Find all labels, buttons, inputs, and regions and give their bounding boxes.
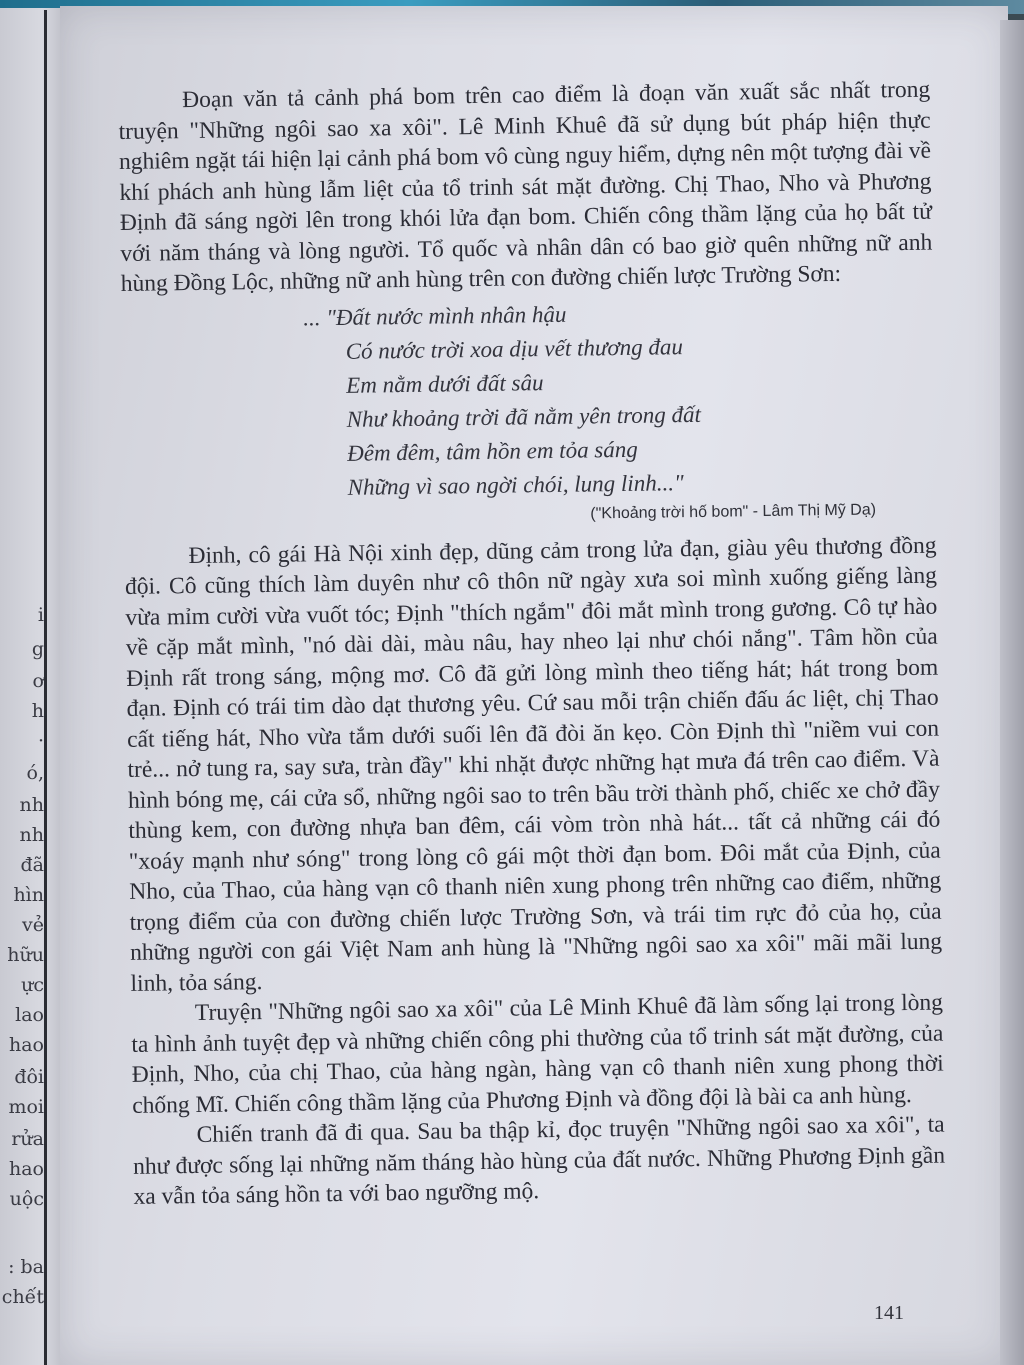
poem-line: Đêm đêm, tâm hồn em tỏa sáng: [346, 436, 638, 466]
poem-line: Như khoảng trời đã nằm yên trong đất: [346, 401, 702, 432]
left-fragment: hữu: [7, 944, 44, 966]
left-fragment: đôi: [14, 1066, 44, 1088]
left-fragment: : ba: [8, 1256, 44, 1278]
left-fragment: ực: [21, 974, 44, 996]
poem-line: Những vì sao ngời chói, lung linh...": [347, 469, 684, 500]
left-fragment: ó,: [26, 762, 44, 784]
left-fragment: hao: [8, 1158, 44, 1180]
left-fragment: uộc: [9, 1188, 44, 1210]
left-fragment: đã: [20, 854, 44, 876]
left-fragment: vẻ: [22, 914, 44, 936]
poem-quote: [121, 292, 936, 507]
left-fragment: ơ: [32, 670, 44, 692]
left-fragment: hìn: [13, 884, 44, 906]
poem-credit: ("Khoảng trời hố bom" - Lâm Thị Mỹ Dạ): [590, 500, 877, 522]
left-fragment: g: [31, 638, 44, 660]
left-fragment: nh: [19, 824, 44, 846]
left-fragment: i: [37, 604, 44, 626]
book-spine-line: [44, 10, 47, 1365]
left-fragment: chết: [1, 1286, 44, 1308]
paragraph: Định, cô gái Hà Nội xinh đẹp, dũng cảm trong lửa đạn, giàu yêu thương đồng đội. Cô cũng thích làm duyên như cô thôn nữ ngày xưa soi mình xuống giếng làng vừa mỉm cười vừa vuốt tóc; Định "thích ngắm" đôi mắt mình trong gương. Cô tự hào về cặp mắt mình, "nó dài dài, màu nâu, hay nheo lại như chói nắng". Tâm hồn của Định rất trong sáng, mộng mơ. Cô đã gửi lòng mình theo tiếng hát; hát trong bom đạn. Định có trái tim dào dạt thương yêu. Cứ sau mỗi trận chiến đấu ác liệt, chị Thao cất tiếng hát, Nho vừa tắm dưới suối lên đã đòi ăn kẹo. Còn Định thì "niềm vui con trẻ... nở tung ra, say sưa, tràn đầy" khi nhặt được những hạt mưa đá trên cao điểm. Và hình bóng mẹ, cái cửa sổ, những ngôi sao to trên bầu trời thành phố, chiếc xe chở đầy thùng kem, con đường nhựa ban đêm, cái vòm tròn nhà hát... tất cả những cái đó "xoáy mạnh như sóng" trong lòng cô gái một thời đạn bom. Đôi mắt của Định, của Nho, của Thao, của hàng vạn cô thanh niên xung phong trên những cao điểm, những trọng điểm của con đường chiến lược Trường Sơn, và trái tim rực đỏ của họ, của những người con gái Việt Nam anh hùng là "Những ngôi sao xa xôi" mãi mãi lung linh, tỏa sáng.: [124, 532, 943, 997]
left-fragment: hao: [8, 1034, 44, 1056]
left-fragment: nh: [19, 794, 44, 816]
paragraph: Chiến tranh đã đi qua. Sau ba thập kỉ, đọc truyện "Những ngôi sao xa xôi", ta như được sống lại những năm tháng hào hùng của đất nước. Những Phương Định gần xa vẫn tỏa sáng hồn ta với bao ngưỡng mộ.: [132, 1111, 946, 1210]
paragraph: Đoạn văn tả cảnh phá bom trên cao điểm là đoạn văn xuất sắc nhất trong truyện "Những ngôi sao xa xôi". Lê Minh Khuê đã sử dụng bút pháp hiện thực nghiêm ngặt tái hiện lại cảnh phá bom vô cùng nguy hiểm, dựng nên một tượng đài về khí phách anh hùng lẫm liệt của tổ trinh sát mặt đường. Chị Thao, Nho và Phương Định đã sáng ngời lên trong khói lửa đạn bom. Chiến công thầm lặng của họ bất tử với năm tháng và lòng người. Tổ quốc và nhân dân có bao giờ quên những nữ anh hùng Đồng Lộc, những nữ anh hùng trên con đường chiến lược Trường Sơn:: [118, 76, 933, 297]
left-fragment: ·: [37, 730, 44, 752]
poem-line: Có nước trời xoa dịu vết thương đau: [345, 333, 684, 364]
page-edge: [1000, 20, 1024, 1365]
page-number: 141: [874, 1302, 904, 1324]
left-fragment: moi: [8, 1096, 44, 1118]
left-fragment: rửa: [11, 1128, 44, 1150]
left-fragment: h: [31, 700, 44, 722]
page-body: [118, 75, 946, 1213]
poem-line: ... "Đất nước mình nhân hậu: [303, 301, 567, 330]
poem-line: Em nằm dưới đất sâu: [346, 369, 544, 398]
left-fragment: lao: [15, 1004, 44, 1026]
paragraph: Truyện "Những ngôi sao xa xôi" của Lê Minh Khuê đã làm sống lại trong lòng ta hình ảnh tuyệt đẹp và những chiến công phi thường của tổ trinh sát mặt đường, của Định, Nho, của chị Thao, của hàng ngàn, hàng vạn cô thanh niên xung phong thời chống Mĩ. Chiến công thầm lặng của Phương Định và đồng đội là bài ca anh hùng.: [131, 989, 944, 1119]
